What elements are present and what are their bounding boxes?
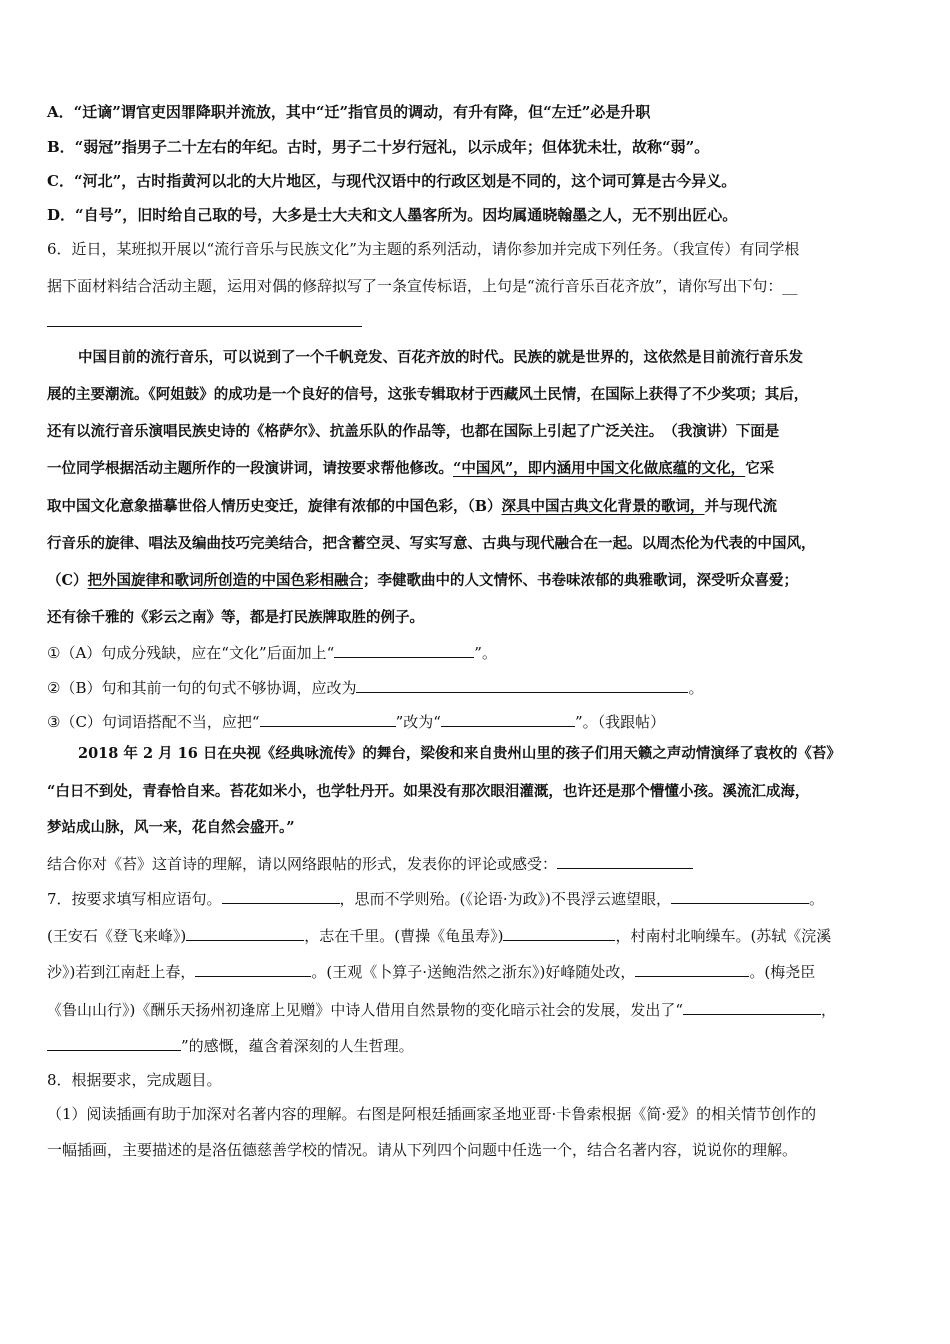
q6-material-line2: 展的主要潮流。《阿姐鼓》的成功是一个良好的信号，这张专辑取材于西藏风土民情，在国际上获得了不少奖项；其后，: [47, 386, 809, 403]
speech-text: 它采: [745, 460, 775, 477]
q6-sub3-text: ”改为“: [395, 713, 441, 731]
q6-sub3-blank1[interactable]: [260, 710, 396, 727]
q6-sub1: [47, 641, 497, 663]
q6-poem-line2: “白日不到处，青春恰自来。苔花如米小，也学牡丹开。如果没有那次眼泪灌溉，也许还是那个懵懂小孩。溪流汇成海，: [47, 783, 810, 800]
q6-prompt-line2: 据下面材料结合活动主题，运用对偶的修辞拟写了一条宣传标语，上句是“流行音乐百花齐放”，请你写出下句：__: [47, 277, 798, 295]
sentence-b-underlined: 深具中国古典文化背景的歌词，: [501, 498, 705, 515]
q6-answer-line[interactable]: [47, 326, 362, 327]
q7-text: ，思而不学则殆。(《论语·为政》)不畏浮云遮望眼，: [339, 890, 672, 908]
q7-blank4[interactable]: [503, 924, 615, 941]
q6-speech-line3: 行音乐的旋律、唱法及编曲技巧完美结合，把含蓄空灵、写实写意、古典与现代融合在一起。以周杰伦为代表的中国风，: [47, 535, 816, 552]
option-b: B．“弱冠”指男子二十左右的年纪。古时，男子二十岁行冠礼，以示成年；但体犹未壮，故称“弱”。: [47, 138, 710, 156]
q6-material-line3: 还有以流行音乐演唱民族史诗的《格萨尔》、抗盖乐队的作品等，也都在国际上引起了广泛关注。 （我演讲）下面是: [47, 423, 780, 440]
q6-speech-line2: [47, 496, 777, 518]
q7-blank2[interactable]: [671, 887, 809, 904]
q6-poem-line1: 2018 年 2 月 16 日在央视《经典咏流传》的舞台，梁俊和来自贵州山里的孩子们用天籁之声动情演绎了袁枚的《苔》: [78, 745, 841, 762]
q7-blank7[interactable]: [683, 998, 821, 1015]
q7-text: ，村南村北响缲车。(苏轼《浣溪: [615, 927, 832, 945]
speech-text: 并与现代流: [704, 498, 778, 515]
sentence-c-underlined: 把外国旋律和歌词所创造的中国色彩相融合: [87, 572, 364, 589]
speech-text: （C）: [47, 572, 88, 589]
q8-title: 8．根据要求，完成题目。: [47, 1071, 222, 1089]
q6-post-blank[interactable]: [557, 852, 693, 869]
speech-text: 取中国文化意象描摹世俗人情历史变迁，旋律有浓郁的中国色彩，（B）: [47, 498, 502, 515]
q6-sub1-text: ”。: [474, 644, 497, 662]
q6-speech-line5: 还有徐千雅的《彩云之南》等，都是打民族牌取胜的例子。: [47, 609, 424, 626]
q6-sub1-text: ①（A）句成分残缺，应在“文化”后面加上“: [47, 644, 335, 662]
q7-text: ，: [821, 1001, 837, 1019]
q6-post-text: 结合你对《苔》这首诗的理解，请以网络跟帖的形式，发表你的评论或感受：: [47, 855, 558, 873]
q6-speech-line4: [47, 570, 798, 592]
sentence-a-underlined: “中国风”，即内涵用中国文化做底蕴的文化，: [453, 460, 746, 477]
option-c: C．“河北”，古时指黄河以北的大片地区，与现代汉语中的行政区划是不同的，这个词可算是古今异义。: [47, 172, 737, 190]
q7-text: (王安石《登飞来峰》): [47, 927, 187, 945]
q7-line5: [47, 1034, 414, 1056]
q7-blank1[interactable]: [222, 887, 340, 904]
q6-sub1-blank[interactable]: [334, 641, 474, 658]
q7-text: 。(王观《卜算子·送鲍浩然之浙东》)好峰随处改，: [311, 963, 636, 981]
q6-sub3-text: ③（C）句词语搭配不当，应把“: [47, 713, 260, 731]
q6-speech-line1: [47, 458, 774, 480]
option-a: A．“迁谪”谓官吏因罪降职并流放，其中“迁”指官员的调动，有升有降，但“左迁”必是升职: [47, 103, 651, 121]
speech-text: 一位同学根据活动主题所作的一段演讲词，请按要求帮他修改。: [47, 460, 453, 477]
q7-text: 7．按要求填写相应语句。: [47, 890, 222, 908]
q6-sub3-blank2[interactable]: [441, 710, 575, 727]
q6-post-prompt: [47, 852, 693, 874]
q7-blank6[interactable]: [635, 960, 749, 977]
q7-line1: [47, 887, 824, 909]
q6-sub2-text: ②（B）句和其前一句的句式不够协调，应改为: [47, 679, 357, 697]
q7-blank5[interactable]: [195, 960, 311, 977]
q6-sub3-text: ”。（我跟帖）: [574, 713, 666, 731]
q7-line2: [47, 924, 831, 946]
speech-text: ；李健歌曲中的人文情怀、书卷味浓郁的典雅歌词，深受听众喜爱；: [363, 572, 799, 589]
q8-line2: 一幅插画，主要描述的是洛伍德慈善学校的情况。请从下列四个问题中任选一个，结合名著内容，说说你的理解。: [47, 1141, 798, 1159]
q7-text: ”的感慨，蕴含着深刻的人生哲理。: [181, 1037, 414, 1055]
q7-text: ，志在千里。(曹操《龟虽寿》): [304, 927, 504, 945]
q6-prompt-line1: 6．近日，某班拟开展以“流行音乐与民族文化”为主题的系列活动，请你参加并完成下列任务。（我宣传）有同学根: [47, 240, 800, 258]
q8-line1: （1）阅读插画有助于加深对名著内容的理解。右图是阿根廷插画家圣地亚哥·卡鲁索根据《简·爱》的相关情节创作的: [47, 1105, 817, 1123]
q7-text: 《鲁山山行》)《酬乐天扬州初逢席上见赠》中诗人借用自然景物的变化暗示社会的发展，发出了“: [47, 1001, 684, 1019]
q6-sub3: [47, 710, 665, 732]
q6-sub2: [47, 676, 704, 698]
q7-line4: [47, 998, 836, 1020]
q6-sub2-text: 。: [688, 679, 704, 697]
q7-text: 。(梅尧臣: [749, 963, 816, 981]
q7-line3: [47, 960, 815, 982]
q7-blank8[interactable]: [47, 1034, 181, 1051]
q6-poem-line3: 梦站成山脉，风一来，花自然会盛开。”: [47, 819, 295, 836]
q6-material-line1: 中国目前的流行音乐，可以说到了一个千帆竞发、百花齐放的时代。民族的就是世界的，这依然是目前流行音乐发: [78, 349, 803, 366]
q6-sub2-blank[interactable]: [356, 676, 688, 693]
q7-text: 沙》)若到江南赶上春，: [47, 963, 196, 981]
option-d: D．“自号”，旧时给自己取的号，大多是士大夫和文人墨客所为。因均属通晓翰墨之人，无不别出匠心。: [47, 206, 738, 224]
q7-blank3[interactable]: [186, 924, 304, 941]
q7-text: 。: [809, 890, 825, 908]
